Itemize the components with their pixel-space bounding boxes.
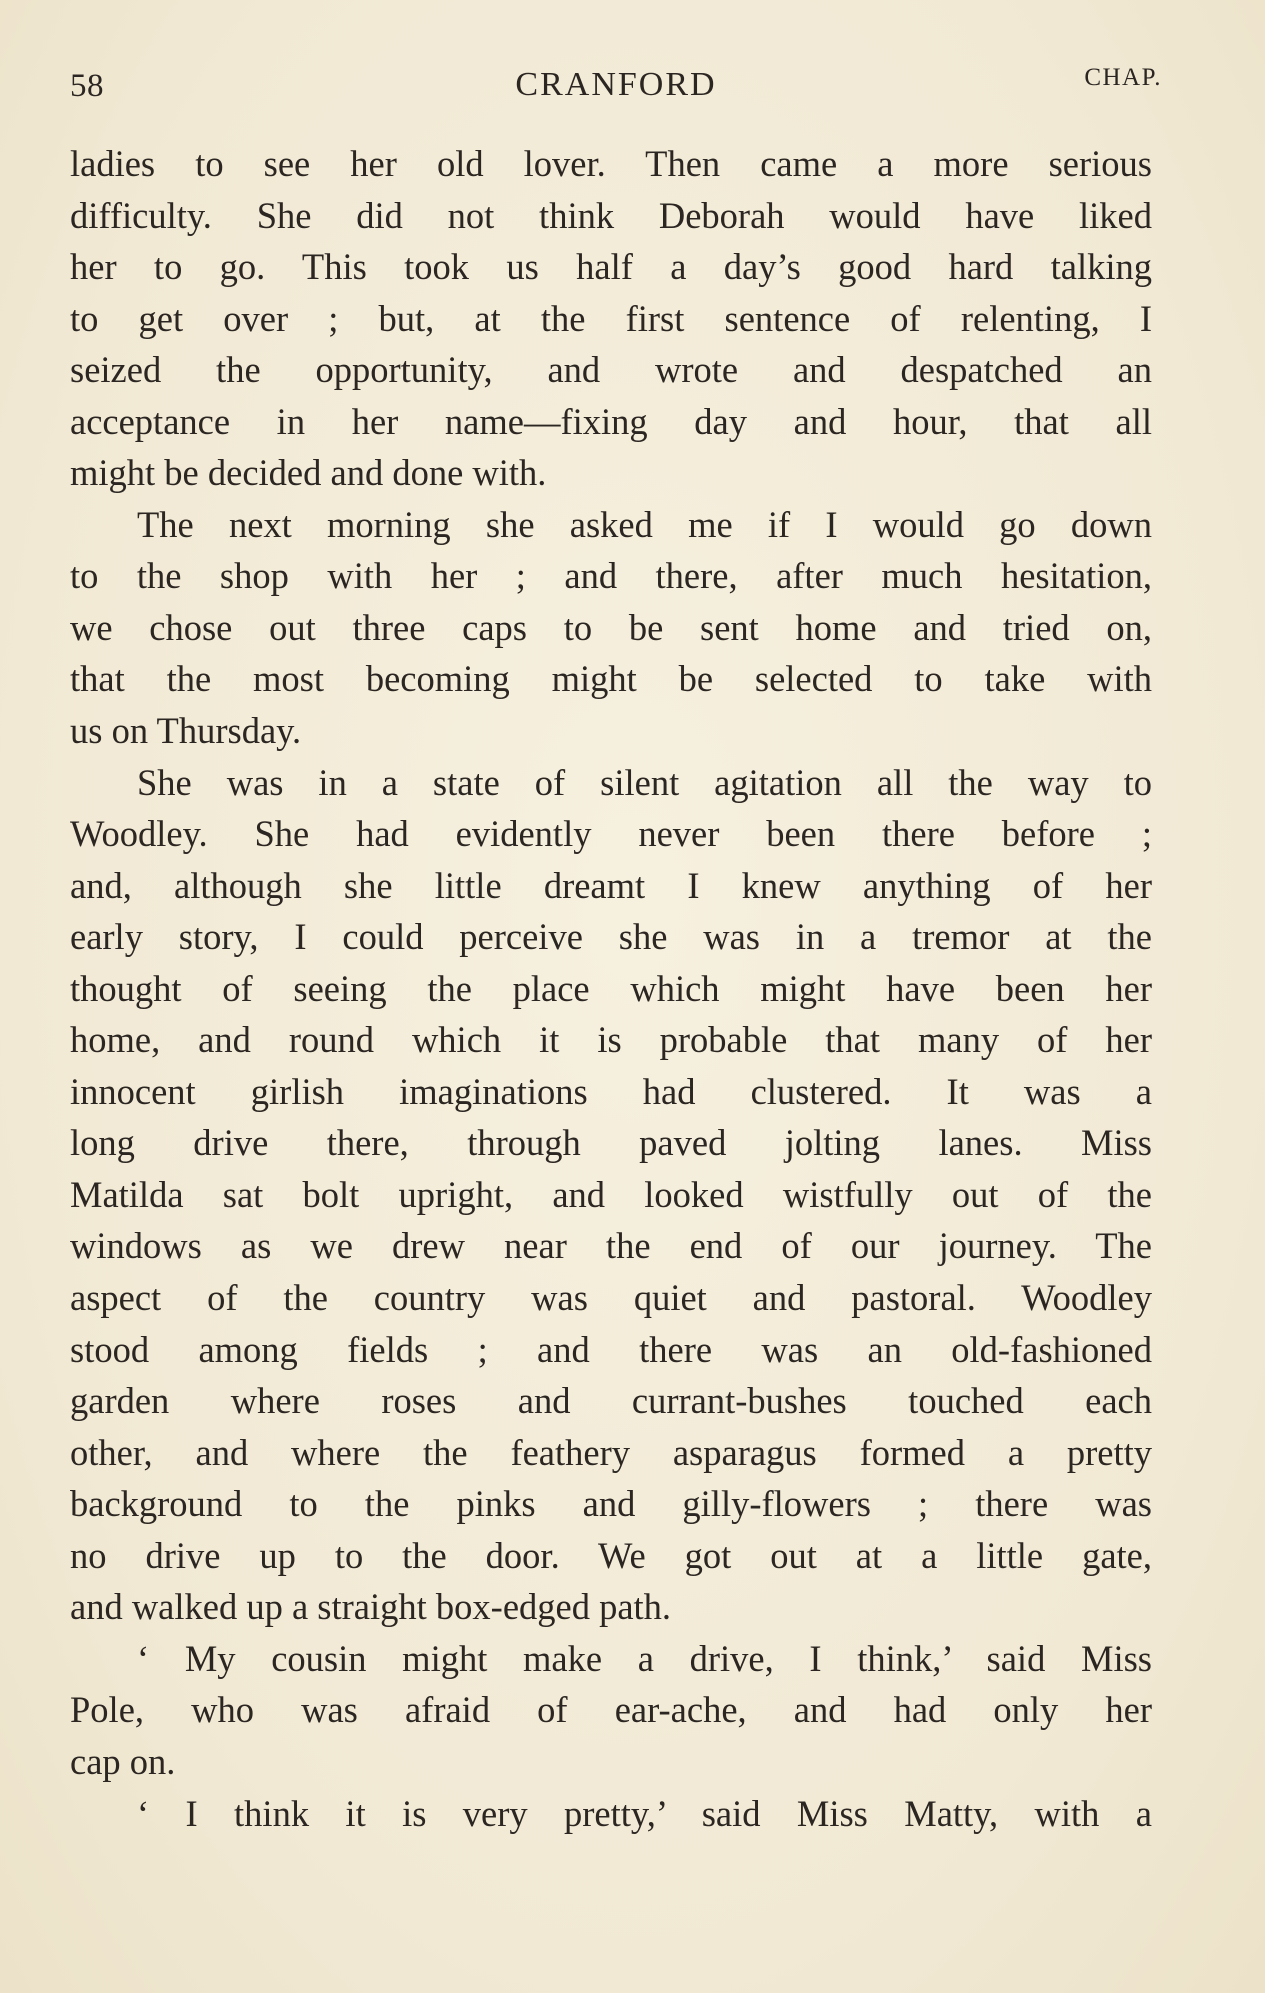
text-line: Matilda sat bolt upright, and looked wistfully out of the xyxy=(70,1173,1152,1215)
text-line: to the shop with her ; and there, after much hesitation, xyxy=(70,555,1152,597)
text-line: us on Thursday. xyxy=(70,710,302,752)
chapter-label: CHAP. xyxy=(1084,64,1162,91)
text-line: innocent girlish imaginations had clustered. It was a xyxy=(70,1070,1152,1112)
text-line: might be decided and done with. xyxy=(70,452,547,494)
text-line: we chose out three caps to be sent home and tried on, xyxy=(70,606,1152,648)
text-line: Pole, who was afraid of ear-ache, and had only her xyxy=(70,1689,1152,1731)
running-title: CRANFORD xyxy=(515,66,717,103)
paragraph-first-line: ‘ I think it is very pretty,’ said Miss Matty, with a xyxy=(137,1792,1152,1834)
text-line: windows as we drew near the end of our journey. The xyxy=(70,1225,1152,1267)
text-line: that the most becoming might be selected to take with xyxy=(70,658,1152,700)
text-line: long drive there, through paved jolting lanes. Miss xyxy=(70,1122,1152,1164)
text-line: other, and where the feathery asparagus formed a pretty xyxy=(70,1431,1152,1473)
paragraph-first-line: She was in a state of silent agitation all the way to xyxy=(137,761,1152,803)
page-header xyxy=(70,62,1162,112)
text-line: home, and round which it is probable that many of her xyxy=(70,1019,1152,1061)
text-line: acceptance in her name—fixing day and hour, that all xyxy=(70,400,1152,442)
text-line: her to go. This took us half a day’s good hard talking xyxy=(70,246,1152,288)
text-line: ladies to see her old lover. Then came a more serious xyxy=(70,143,1152,184)
paragraph-first-line: ‘ My cousin might make a drive, I think,’ said Miss xyxy=(137,1637,1152,1679)
body-text xyxy=(70,138,1152,1839)
text-line: no drive up to the door. We got out at a little gate, xyxy=(70,1534,1152,1576)
text-line: aspect of the country was quiet and pastoral. Woodley xyxy=(70,1277,1152,1319)
paragraph-first-line: The next morning she asked me if I would go down xyxy=(137,503,1152,545)
page-number: 58 xyxy=(70,68,104,104)
text-line: garden where roses and currant-bushes touched each xyxy=(70,1380,1152,1422)
text-line: to get over ; but, at the first sentence of relenting, I xyxy=(70,297,1152,339)
text-line: seized the opportunity, and wrote and despatched an xyxy=(70,349,1152,391)
text-line: background to the pinks and gilly-flowers ; there was xyxy=(70,1483,1152,1525)
text-line: Woodley. She had evidently never been there before ; xyxy=(70,813,1152,855)
text-line: thought of seeing the place which might have been her xyxy=(70,967,1152,1009)
text-line: stood among fields ; and there was an old-fashioned xyxy=(70,1328,1152,1370)
text-line: cap on. xyxy=(70,1740,176,1782)
text-line: early story, I could perceive she was in a tremor at the xyxy=(70,916,1152,958)
text-line: difficulty. She did not think Deborah would have liked xyxy=(70,194,1152,236)
text-line: and walked up a straight box-edged path. xyxy=(70,1586,672,1628)
text-line: and, although she little dreamt I knew anything of her xyxy=(70,864,1152,906)
